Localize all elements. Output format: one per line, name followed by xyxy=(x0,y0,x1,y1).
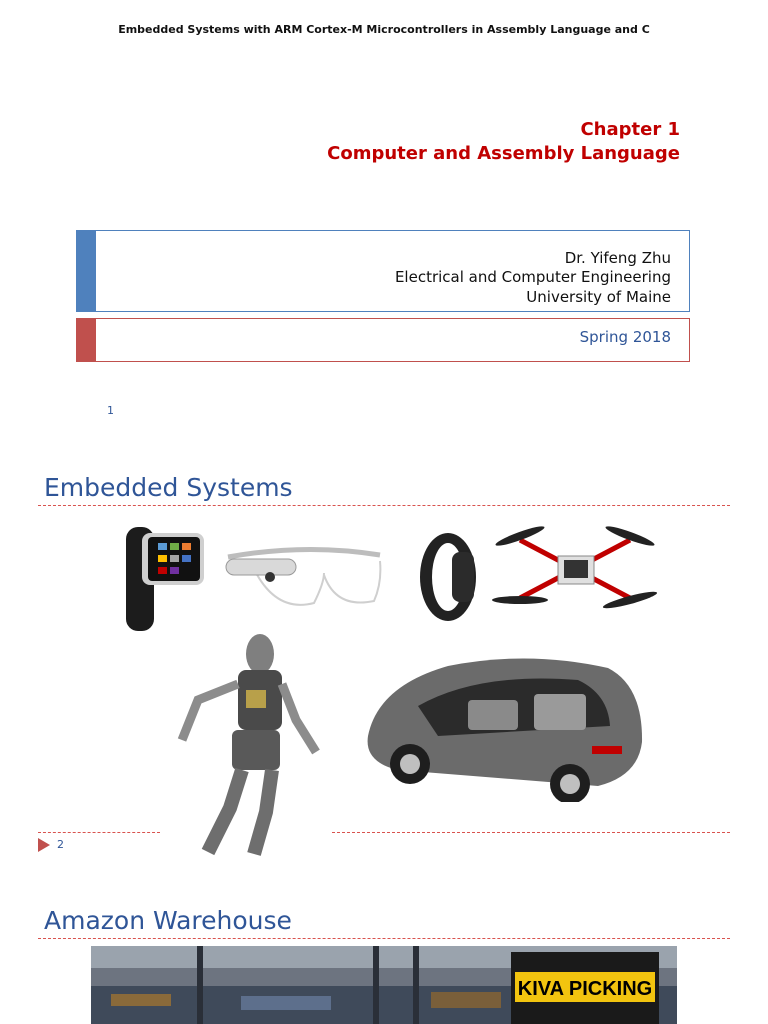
page-number-2: 2 xyxy=(57,838,64,851)
title-divider xyxy=(38,505,730,506)
warehouse-photo xyxy=(91,946,677,1024)
book-title: Embedded Systems with ARM Cortex-M Microcontrollers in Assembly Language and C xyxy=(118,23,650,36)
chapter-label: Chapter 1 xyxy=(580,119,680,140)
term-label: Spring 2018 xyxy=(579,328,671,346)
slide-marker-icon xyxy=(38,838,50,852)
term-box-accent-bar xyxy=(77,319,96,361)
smartwatch-image xyxy=(118,527,208,631)
slide-title-amazon-warehouse: Amazon Warehouse xyxy=(44,906,292,935)
footer-divider-right xyxy=(332,832,730,833)
kiva-picking-sign: KIVA PICKING xyxy=(517,978,653,1000)
page-number-1: 1 xyxy=(107,404,114,417)
smart-glasses-image xyxy=(224,543,388,615)
cutaway-car-image xyxy=(358,646,648,802)
fitness-band-image xyxy=(416,530,480,624)
author-department: Electrical and Computer Engineering xyxy=(394,268,671,286)
author-name: Dr. Yifeng Zhu xyxy=(564,249,671,267)
slide-title-embedded-systems: Embedded Systems xyxy=(44,473,293,502)
chapter-subtitle: Computer and Assembly Language xyxy=(327,143,680,164)
footer-divider-left xyxy=(38,832,160,833)
title-divider-2 xyxy=(38,938,730,939)
author-university: University of Maine xyxy=(526,288,671,306)
author-box-accent-bar xyxy=(77,231,96,311)
quadcopter-drone-image xyxy=(480,514,672,624)
author-box xyxy=(76,230,690,312)
term-box xyxy=(76,318,690,362)
humanoid-robot-image xyxy=(168,630,323,862)
